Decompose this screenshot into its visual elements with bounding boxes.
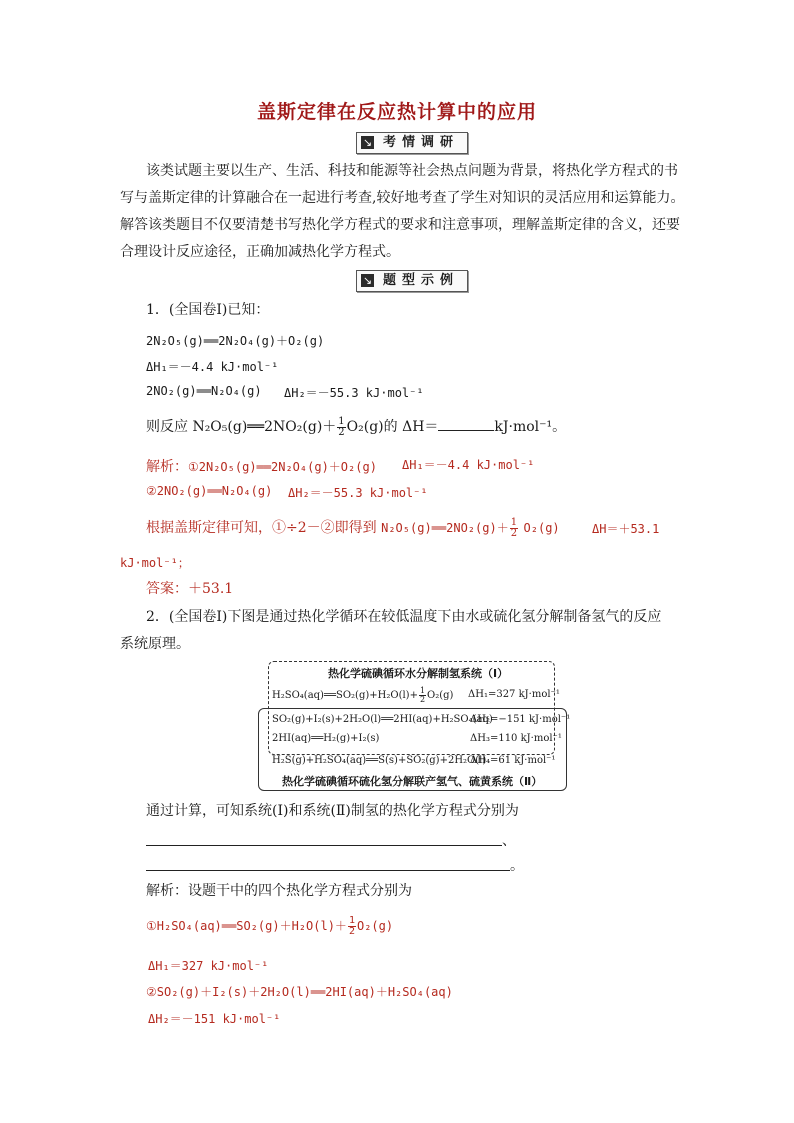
reaction-4-enthalpy: ΔH₄=61 kJ·mol⁻¹: [470, 755, 556, 766]
answer-blank[interactable]: [438, 418, 494, 431]
arrow-corner-icon: ↘: [362, 136, 373, 149]
answer-line-1[interactable]: [146, 845, 502, 846]
q1-equation-1: 2N₂O₅(g)══2N₂O₄(g)＋O₂(g): [146, 334, 325, 348]
q1-solution-line-1: 解析：①2N₂O₅(g)══2N₂O₄(g)＋O₂(g): [146, 459, 377, 475]
q1-equation-2: 2NO₂(g)══N₂O₄(g): [146, 384, 262, 398]
section-header-exam-analysis: ↘ 考情调研: [356, 132, 468, 154]
reaction-2: SO₂(g)+I₂(s)+2H₂O(l)══2HI(aq)+H₂SO₄(aq): [272, 714, 493, 725]
q1-question: 则反应 N₂O₅(g)══2NO₂(g)＋ $\frac{1}{2}$ O₂(g)的 ΔH＝ kJ·mol⁻¹。: [146, 415, 567, 438]
q2-question: 通过计算，可知系统(Ⅰ)和系统(Ⅱ)制氢的热化学方程式分别为: [146, 803, 519, 819]
reaction-1-enthalpy: ΔH₁=327 kJ·mol⁻¹: [468, 689, 560, 700]
q1-equation-2-enthalpy: ΔH₂＝－55.3 kJ·mol⁻¹: [284, 386, 424, 400]
thermochemical-cycle-diagram: [258, 657, 570, 791]
reaction-1: H₂SO₄(aq)══SO₂(g)+H₂O(l)+ $\frac{1}{2}$ O₂(g): [272, 686, 454, 704]
intro-line-2: 写与盖斯定律的计算融合在一起进行考查,较好地考查了学生对知识的灵活应用和运算能力。: [120, 190, 685, 206]
answer-line-2[interactable]: [146, 870, 510, 871]
system-1-title: 热化学硫碘循环水分解制氢系统（Ⅰ）: [328, 667, 509, 680]
intro-line-1: 该类试题主要以生产、生活、科技和能源等社会热点问题为背景，将热化学方程式的书: [146, 163, 678, 179]
fraction-one-half: $\frac{1}{2}$: [338, 415, 345, 438]
separator-period: 。: [510, 858, 524, 874]
q1-stem: 1．(全国卷Ⅰ)已知：: [146, 302, 270, 318]
q1-answer: 答案：＋53.1: [146, 581, 234, 597]
q1-derivation: 根据盖斯定律可知，①÷2－②即得到 N₂O₅(g)══2NO₂(g)＋ $\frac{1}{2}$ O₂(g): [146, 516, 560, 539]
q1-derivation-enthalpy: ΔH＝＋53.1: [592, 522, 660, 536]
q1-solution-line-2: ②2NO₂(g)══N₂O₄(g): [146, 484, 273, 498]
section-header-examples: ↘ 题型示例: [356, 270, 468, 292]
reaction-2-enthalpy: ΔH₂=−151 kJ·mol⁻¹: [470, 714, 571, 725]
q2-solution-enthalpy-1: ΔH₁＝327 kJ·mol⁻¹: [148, 959, 269, 973]
q2-stem-line-1: 2．(全国卷Ⅰ)下图是通过热化学循环在较低温度下由水或硫化氢分解制备氢气的反应: [146, 609, 662, 625]
fraction-one-half: $\frac{1}{2}$: [348, 915, 355, 937]
reaction-4: H₂S(g)+H₂SO₄(aq)══S(s)+SO₂(g)+2H₂O(l): [272, 755, 487, 766]
q2-stem-line-2: 系统原理。: [120, 636, 190, 652]
q1-solution-enthalpy-2: ΔH₂＝－55.3 kJ·mol⁻¹: [288, 486, 428, 500]
intro-line-4: 合理设计反应途径，正确加减热化学方程式。: [120, 244, 400, 260]
q1-solution-enthalpy-1: ΔH₁＝－4.4 kJ·mol⁻¹: [402, 458, 535, 472]
reaction-3: 2HI(aq)══H₂(g)+I₂(s): [272, 733, 380, 744]
arrow-corner-icon: ↘: [362, 274, 373, 287]
fraction-one-half: $\frac{1}{2}$: [510, 516, 518, 539]
system-2-title: 热化学硫碘循环硫化氢分解联产氢气、硫黄系统（Ⅱ）: [282, 775, 543, 788]
reaction-3-enthalpy: ΔH₃=110 kJ·mol⁻¹: [470, 733, 562, 744]
separator-comma: 、: [502, 833, 516, 849]
q2-solution-eq-2: ②SO₂(g)＋I₂(s)＋2H₂O(l)══2HI(aq)＋H₂SO₄(aq): [146, 985, 453, 999]
intro-line-3: 解答该类题目不仅要清楚书写热化学方程式的要求和注意事项，理解盖斯定律的含义，还要: [120, 217, 680, 233]
page-title: 盖斯定律在反应热计算中的应用: [256, 101, 537, 123]
q1-derivation-unit: kJ·mol⁻¹；: [120, 556, 190, 570]
q2-solution-label: 解析：设题干中的四个热化学方程式分别为: [146, 883, 412, 899]
q2-solution-eq-1: ①H₂SO₄(aq)══SO₂(g)＋H₂O(l)＋ $\frac{1}{2}$ O₂(g): [146, 915, 394, 937]
q2-solution-enthalpy-2: ΔH₂＝－151 kJ·mol⁻¹: [148, 1012, 281, 1026]
q1-equation-1-enthalpy: ΔH₁＝－4.4 kJ·mol⁻¹: [146, 360, 279, 374]
